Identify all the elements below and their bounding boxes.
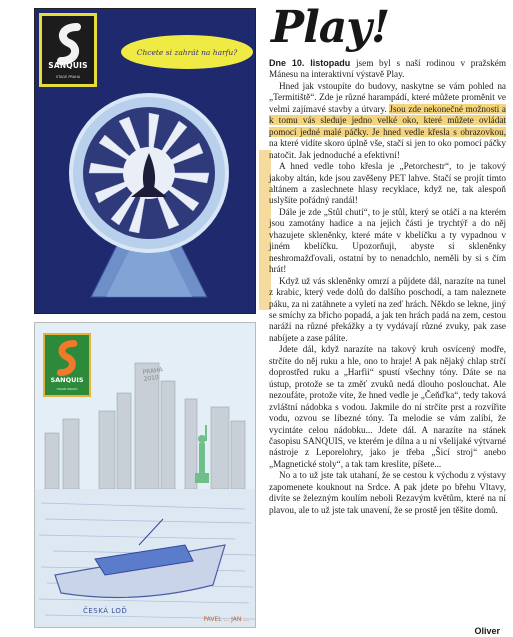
drawing-signature: PAVEL ... JAN ... <box>203 616 249 623</box>
lead-in: Dne 10. listopadu <box>269 58 351 68</box>
paragraph-text: Hned jak vstoupíte do budovy, naskytne se vám pohled na „Termitiště“. Zde je různé harampádí, které můžete proměnit ve velmi zajímavé stavby a útvary. <box>269 80 506 114</box>
boat-label: ČESKÁ LOĎ <box>83 607 128 615</box>
paragraph <box>269 81 506 161</box>
paragraph: Jdete dál, když narazíte na takový kruh osvícený modře, strčíte do něj ruku a hle, ono to hraje! A pak nějaký chlap strčí doprostřed ruku a „Harfii“ spustí všechny tóny. Dáte se na ústup, protože se ta změť zvuků nedá dlouho poslouchat. Ale nezoufáte, protože víte, že hned vedle je „Čeňďka“, tedy taková zvláštní nádobka s vodou. Jakmile do ní strčíte prst a rozvířite vodu, ozvou se líbezné tóny. Ta melodie se vám zalíbí, že vycintáte celou nádobku... Jdete dál. A narazíte na stánek časopisu SANQUIS, ve kterém je dílna a u ní všelijaké výtvarné nástroje z Leporelohry, jako je třeba „Šicí stroj“ anebo „Magnetické stoly“, a tak tam kreslíte, píšete... <box>269 344 506 469</box>
logo-subtitle: STAGE PRAHA <box>56 387 78 391</box>
swirl-icon <box>55 340 81 376</box>
speech-bubble: Chcete si zahrát na harfu? <box>121 35 253 69</box>
article-headline: Play! <box>271 2 390 53</box>
tower-label: PRAHA 2010 <box>142 366 164 384</box>
paragraph <box>269 58 506 81</box>
sanquis-logo <box>43 333 91 397</box>
paragraph-text: na které vidíte skoro úplně vše, stačí si jen to oko pomocí páčky natočit. Jak jednoduché a efektivní! <box>269 138 506 160</box>
paragraph: Když už vás skleněnky omrzí a půjdete dál, narazíte na tunel z krabic, který vede dolů do dalšího poschodí, a tam naleznete páku, za ni zatáhnete a vyletí na zeď hrách. Někdo se lekne, jiný se smíchy za břicho popadá, a jak ten hrách padá na zem, cestou naráží na různé překážky a ty vydávají různé zvuky, pak zase nabíjete a zase pálíte. <box>269 275 506 343</box>
logo-brand: SANQUIS <box>50 376 84 384</box>
article <box>261 0 506 637</box>
logo-brand: SANQUIS <box>48 61 88 70</box>
swirl-icon <box>55 23 85 65</box>
paragraph-text: jsem byl s naší rodinou v pražském Mánesu na interaktivní výstavě Play. <box>269 58 506 80</box>
author-signature: Oliver <box>474 626 500 636</box>
paragraph: Dále je zde „Stůl chutí“, to je stůl, který se otáčí a na kterém jsou zamotány hadice a na jejich části je trychtýř a do něj vhazujete skleněnky, které máte v kbelíčku a ty vypadnou v jiném kbelíčku. Upozorňuji, abyste si skleněnky neshromažďovali, ostatní by to nenadchlo, neměli by si s čím hrát! <box>269 206 506 275</box>
drawing-kaleidoscope <box>34 8 256 314</box>
paragraph: A hned vedle toho křesla je „Petorchestr“, to je takový jakoby altán, kde jsou zavěšeny PET lahve. Stačí se projít tímto altánem a zaslechnete hlasy recyklace, když ne, tak alespoň uslyšíte pořádný randál! <box>269 161 506 206</box>
paragraph: No a to už jste tak utahaní, že se cestou k východu z výstavy zapomenete kouknout na Srdce. A pak jdete po břehu Vltavy, divíte se železným koulím neboli Rezavým květům, které na ní plavou, ale to už jste tak unavení, že se prostě jen těšíte domů. <box>269 470 506 515</box>
article-body <box>269 58 506 516</box>
logo-subtitle: STAGE PRAHA <box>55 75 81 79</box>
kaleidoscope-illustration <box>61 87 237 313</box>
sanquis-logo <box>39 13 97 87</box>
drawing-city <box>34 322 256 628</box>
highlighted-text: Jsou zde nekonečné možnosti a k tomu vás sleduje jedno velké oko, které můžete ovládat pomocí jedné malé páčky. Je hned vedle křesla s obrazovkou, <box>269 103 506 137</box>
